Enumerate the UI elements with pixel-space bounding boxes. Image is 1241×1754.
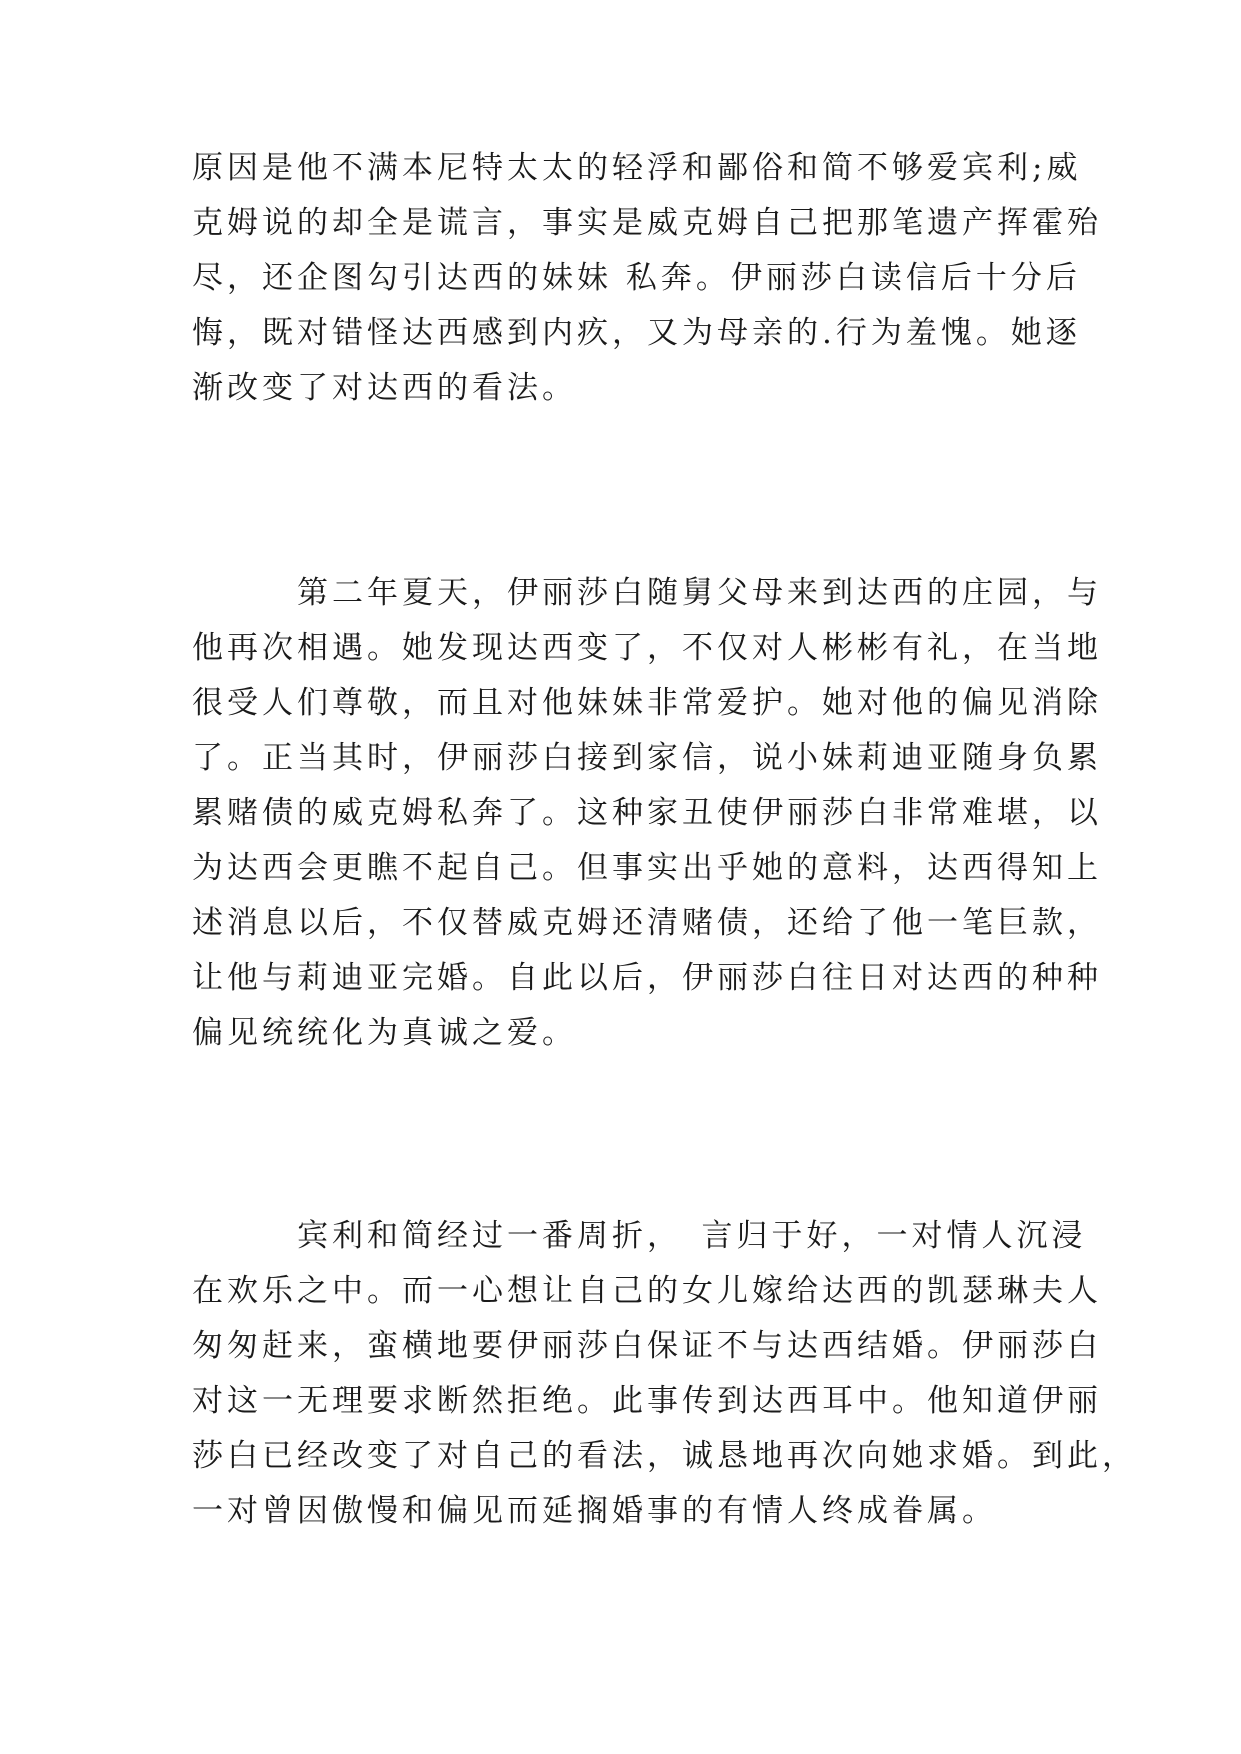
text-line: 尽，还企图勾引达西的妹妹 私奔。伊丽莎白读信后十分后 bbox=[192, 260, 1081, 296]
text-line: 克姆说的却全是谎言，事实是威克姆自己把那笔遗产挥霍殆 bbox=[192, 205, 1102, 241]
text-line: 悔，既对错怪达西感到内疚，又为母亲的.行为羞愧。她逐 bbox=[192, 315, 1081, 351]
text-line: 让他与莉迪亚完婚。自此以后，伊丽莎白往日对达西的种种 bbox=[192, 960, 1102, 996]
text-line: 匆匆赶来，蛮横地要伊丽莎白保证不与达西结婚。伊丽莎白 bbox=[192, 1328, 1102, 1364]
text-line: 宾利和简经过一番周折， 言归于好，一对情人沉浸 bbox=[192, 1218, 1087, 1254]
text-line: 他再次相遇。她发现达西变了，不仅对人彬彬有礼，在当地 bbox=[192, 630, 1102, 666]
text-line: 累赌债的威克姆私奔了。这种家丑使伊丽莎白非常难堪，以 bbox=[192, 795, 1102, 831]
text-line: 渐改变了对达西的看法。 bbox=[192, 370, 577, 406]
text-line: 对这一无理要求断然拒绝。此事传到达西耳中。他知道伊丽 bbox=[192, 1383, 1102, 1419]
text-line: 了。正当其时，伊丽莎白接到家信，说小妹莉迪亚随身负累 bbox=[192, 740, 1102, 776]
text-line: 第二年夏天，伊丽莎白随舅父母来到达西的庄园，与 bbox=[192, 575, 1102, 611]
text-line: 述消息以后，不仅替威克姆还清赌债，还给了他一笔巨款， bbox=[192, 905, 1102, 941]
text-line: 很受人们尊敬，而且对他妹妹非常爱护。她对他的偏见消除 bbox=[192, 685, 1102, 721]
text-line: 一对曾因傲慢和偏见而延搁婚事的有情人终成眷属。 bbox=[192, 1493, 997, 1529]
text-line: 原因是他不满本尼特太太的轻浮和鄙俗和简不够爱宾利;威 bbox=[192, 150, 1082, 186]
text-line: 在欢乐之中。而一心想让自己的女儿嫁给达西的凯瑟琳夫人 bbox=[192, 1273, 1102, 1309]
text-line: 偏见统统化为真诚之爱。 bbox=[192, 1015, 577, 1051]
text-line: 莎白已经改变了对自己的看法，诚恳地再次向她求婚。到此， bbox=[192, 1438, 1137, 1474]
text-line: 为达西会更瞧不起自己。但事实出乎她的意料，达西得知上 bbox=[192, 850, 1102, 886]
